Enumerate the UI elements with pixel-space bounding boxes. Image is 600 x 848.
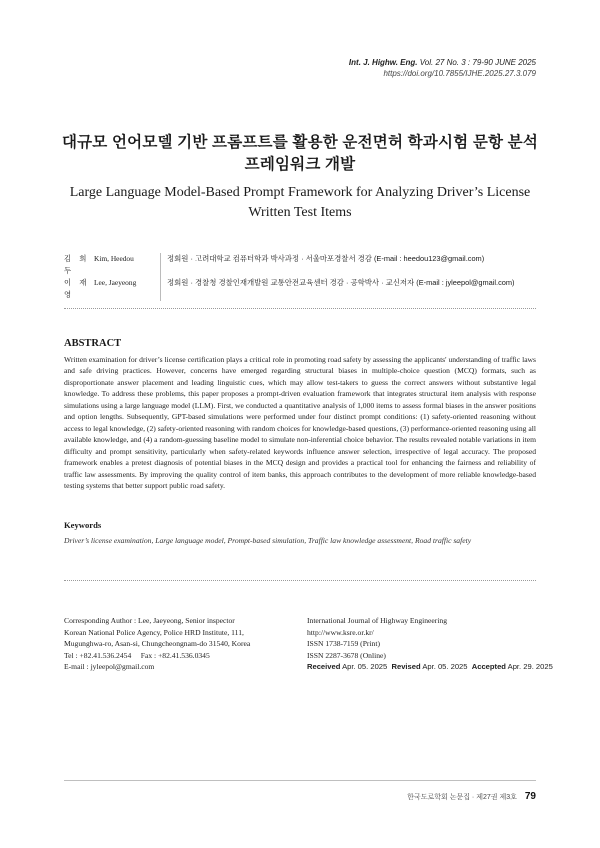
issn-print: ISSN 1738-7159 (Print) — [307, 639, 380, 649]
corr-email: E-mail : jyleepol@gmail.com — [64, 662, 155, 672]
received-label: Received — [307, 662, 341, 672]
corr-line: Corresponding Author : Lee, Jaeyeong, Senior inspector — [64, 616, 235, 625]
author-divider — [160, 253, 161, 277]
author-name-ko: 이 재 영 — [64, 278, 90, 299]
corr-line: Tel : +82.41.536.2454 Fax : +82.41.536.0345 — [64, 650, 210, 660]
footer-journal: 한국도로학회 논문집 · 제27권 제3호 — [407, 794, 517, 801]
journal-url[interactable]: http://www.ksre.or.kr/ — [307, 627, 374, 637]
english-title — [40, 183, 560, 223]
author-name-en: Kim, Heedou — [94, 254, 134, 263]
journal-name: International Journal of Highway Engineering — [307, 616, 448, 625]
accepted-label: Accepted — [471, 662, 506, 672]
korean-title-line1: 대규모 언어모델 기반 프롬프트를 활용한 운전면허 학과시험 문항 분석 — [61, 134, 539, 151]
journal-citation-line — [349, 57, 536, 68]
journal-info-block — [307, 615, 553, 673]
journal-abbrev: Int. J. Highw. Eng. — [348, 58, 418, 67]
author-name-en: Lee, Jaeyeong — [94, 278, 137, 287]
corresponding-author-block — [64, 615, 250, 673]
keywords-text: Driver’s license examination, Large language model, Prompt-based simulation, Traffic law knowledge assessment, Road traffic safety — [64, 536, 472, 545]
author-row — [64, 253, 515, 277]
keywords-heading: Keywords — [64, 520, 102, 530]
received-date: Apr. 05. 2025 — [342, 662, 388, 672]
author-divider — [160, 277, 161, 301]
page-number: 79 — [524, 791, 536, 802]
footer-rule — [64, 780, 536, 781]
revised-date: Apr. 05. 2025 — [422, 662, 468, 672]
corr-line: Mugunghwa-ro, Asan-si, Chungcheongnam-do 31540, Korea — [64, 639, 251, 649]
korean-title — [40, 132, 560, 176]
author-affiliation: 정회원 · 경찰청 경찰인재개발원 교통안전교육센터 경감 · 공학박사 · 교신저자 (E-mail : jyleepol@gmail.com) — [167, 278, 515, 287]
accepted-date: Apr. 29. 2025 — [507, 662, 553, 672]
author-name-ko: 김 희 두 — [64, 254, 90, 275]
issue-date: JUNE 2025 — [495, 58, 536, 67]
author-affiliation: 정회원 · 고려대학교 컴퓨터학과 박사과정 · 서울마포경찰서 경감 (E-mail : heedou123@gmail.com) — [167, 254, 485, 263]
journal-reference — [349, 57, 536, 79]
section-divider — [64, 580, 536, 581]
issn-online: ISSN 2287-3678 (Online) — [307, 650, 386, 660]
abstract-heading: ABSTRACT — [64, 338, 122, 349]
revised-label: Revised — [391, 662, 421, 672]
author-list — [64, 253, 515, 301]
english-title-line1: Large Language Model-Based Prompt Framework for Analyzing Driver’s License — [69, 185, 531, 200]
author-row — [64, 277, 515, 301]
abstract-text: Written examination for driver’s license certification plays a critical role in promoting road safety by assessing the applicants' understanding of traffic laws and safe driving practices. However, concerns have emerged regarding structural biases in multiple-choice question (MCQ) formats, such as disproportionate answer placement and leading linguistic cues, which may allow test-takers to guess the correct answers without substantive legal knowledge. To address these problems, this paper proposes a prompt-driven evaluation framework that integrates structural item analysis with response simulations using a large language model (LLM). First, we conducted a quantitative analysis of 1,000 items to assess formal biases in the answer positions and option lengths. Subsequently, GPT-based simulations were performed under four distinct prompt conditions: (1) safety-oriented reasoning without access to legal knowledge, (2) safety-oriented reasoning with random choices for knowledge-based questions, (3) performance-oriented reasoning using all available knowledge, and (4) a random-guessing baseline model to simulate non-inferential choice behavior. The results revealed notable variations in item difficulty and prompt sensitivity, particularly when safety-related keywords influence answer selection, irrespective of legal accuracy. The proposed framework enables a pretest diagnosis of potential biases in the MCQ design and provides a practical tool for enhancing the fairness and reliability of traffic law assessments. By improving the quality control of item banks, this approach contributes to the development of more reliable knowledge-based testing systems that better support public road safety. — [64, 355, 536, 490]
page-footer — [407, 791, 536, 802]
submission-dates — [307, 661, 553, 673]
corr-line: Korean National Police Agency, Police HRD Institute, 111, — [64, 627, 244, 637]
volume-issue: Vol. 27 No. 3 : 79-90 — [419, 58, 493, 67]
section-divider — [64, 308, 536, 309]
english-title-line2: Written Test Items — [248, 205, 352, 220]
korean-title-line2: 프레임워크 개발 — [244, 156, 356, 173]
doi-link[interactable]: https://doi.org/10.7855/IJHE.2025.27.3.079 — [383, 69, 536, 78]
